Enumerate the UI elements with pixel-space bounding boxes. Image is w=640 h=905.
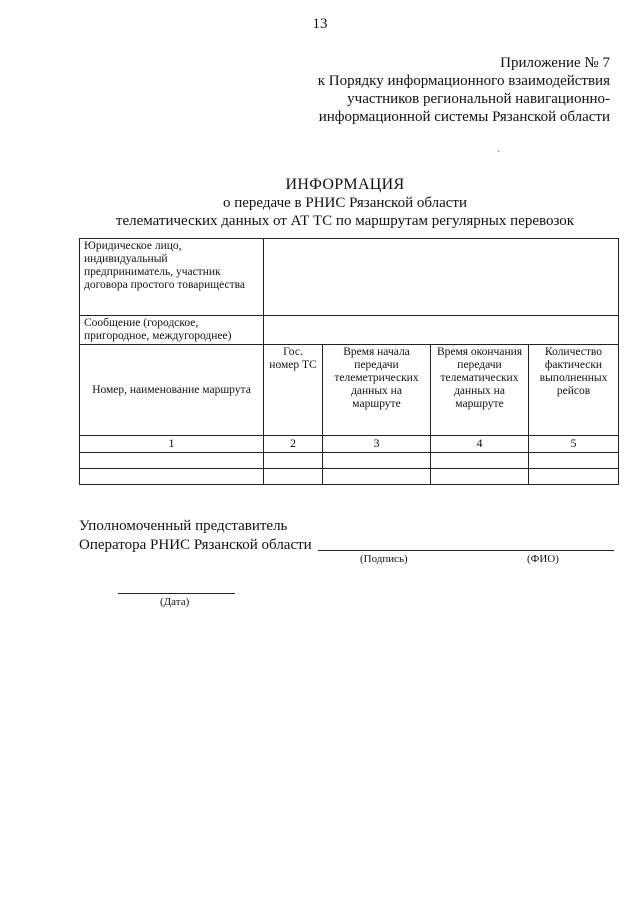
table-cell[interactable] [529,453,619,469]
annex-header [318,54,610,126]
title-line-3: телематических данных от АТ ТС по маршрутам регулярных перевозок [115,213,575,229]
service-type-row [80,316,619,345]
table-cell[interactable] [323,453,431,469]
table-cell[interactable] [264,469,323,485]
header-row [80,345,619,436]
column-number: 4 [431,436,529,453]
column-number-row [80,436,619,453]
table-cell[interactable] [323,469,431,485]
title-heading: ИНФОРМАЦИЯ [285,176,405,193]
legal-entity-row [80,239,619,316]
column-number: 5 [529,436,619,453]
signature-line[interactable] [318,550,614,551]
report-table [79,238,619,485]
document-title [0,176,640,230]
representative-line-2: Оператора РНИС Рязанской области [79,537,312,553]
header-route: Номер, наименование маршрута [80,345,264,436]
header-end-time: Время окончания передачи телематических данных на маршруте [431,345,529,436]
name-caption: (ФИО) [527,553,559,565]
page-number: 13 [312,16,328,32]
table-cell[interactable] [80,469,264,485]
table-cell[interactable] [264,453,323,469]
header-trips: Количество фактически выполненных рейсов [529,345,619,436]
annex-line-1: Приложение № 7 [500,55,610,71]
column-number: 3 [323,436,431,453]
date-caption: (Дата) [160,596,190,608]
stray-mark: ` [497,150,501,161]
header-plate: Гос. номер ТС [264,345,323,436]
signature-caption: (Подпись) [360,553,408,565]
table-cell[interactable] [529,469,619,485]
date-line[interactable] [118,593,235,594]
representative-block [79,517,312,555]
legal-entity-label: Юридическое лицо, индивидуальный предприниматель, участник договора простого товарищества [80,239,264,316]
header-start-time: Время начала передачи телеметрических данных на маршруте [323,345,431,436]
annex-line-4: информационной системы Рязанской области [318,109,610,125]
column-number: 1 [80,436,264,453]
table-row [80,453,619,469]
service-type-value[interactable] [264,316,619,345]
title-line-2: о передаче в РНИС Рязанской области [222,195,467,211]
table-cell[interactable] [431,453,529,469]
representative-line-1: Уполномоченный представитель [79,518,288,534]
table-row [80,469,619,485]
table-cell[interactable] [431,469,529,485]
column-number: 2 [264,436,323,453]
legal-entity-value[interactable] [264,239,619,316]
annex-line-3: участников региональной навигационно- [347,91,610,107]
table-cell[interactable] [80,453,264,469]
service-type-label: Сообщение (городское, пригородное, междугороднее) [80,316,264,345]
annex-line-2: к Порядку информационного взаимодействия [317,73,610,89]
